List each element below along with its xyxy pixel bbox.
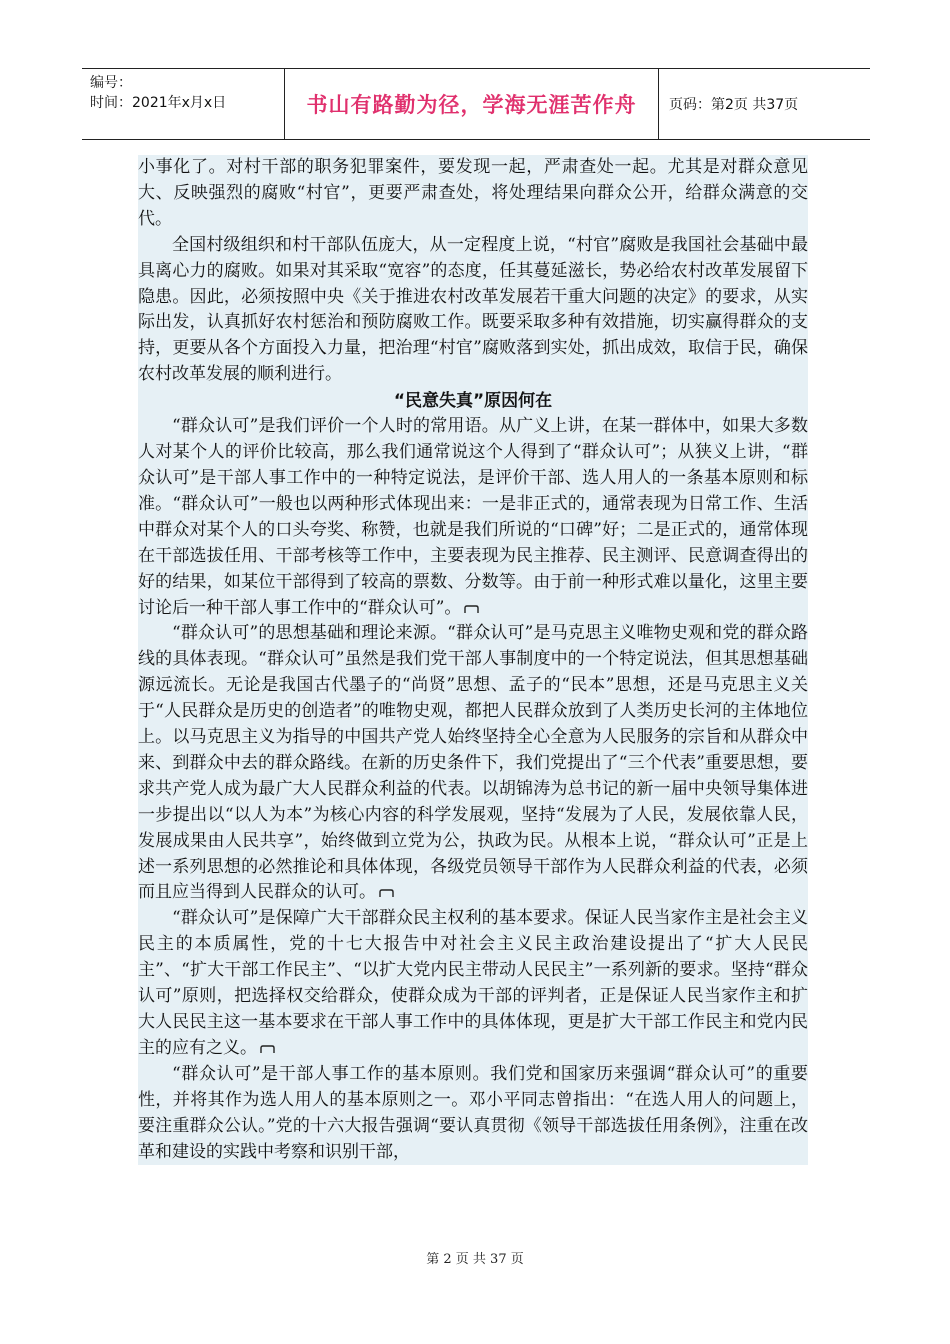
page-header	[82, 68, 870, 140]
paragraph-mark-icon	[379, 889, 394, 898]
header-meta	[82, 69, 285, 139]
paragraph	[138, 414, 808, 621]
paragraph: “群众认可”是干部人事工作的基本原则。我们党和国家历来强调“群众认可”的重要性，并将其作为选人用人的基本原则之一。邓小平同志曾指出：“在选人用人的问题上，要注重群众公认。”党的十六大报告强调“要认真贯彻《领导干部选拔任用条例》，注重在改革和建设的实践中考察和识别干部，	[138, 1063, 808, 1162]
paragraph: 小事化了。对村干部的职务犯罪案件，要发现一起，严肃查处一起。尤其是对群众意见大、反映强烈的腐败“村官”，更要严肃查处，将处理结果向群众公开，给群众满意的交代。	[138, 157, 808, 229]
paragraph-text: “群众认可”的思想基础和理论来源。“群众认可”是马克思主义唯物史观和党的群众路线的具体表现。“群众认可”虽然是我们党干部人事制度中的一个特定说法，但其思想基础源远流长。无论是我国古代墨子的“尚贤”思想、孟子的“民本”思想，还是马克思主义关于“人民群众是历史的创造者”的唯物史观，都把人民群众放到了人类历史长河的主体地位上。以马克思主义为指导的中国共产党人始终坚持全心全意为人民服务的宗旨和从群众中来、到群众中去的群众路线。在新的历史条件下，我们党提出了“三个代表”重要思想，要求共产党人成为最广大人民群众利益的代表。以胡锦涛为总书记的新一届中央领导集体进一步提出以“以人为本”为核心内容的科学发展观，坚持“发展为了人民，发展依靠人民，发展成果由人民共享”，始终做到立党为公，执政为民。从根本上说，“群众认可”正是上述一系列思想的必然推论和具体体现，各级党员领导干部作为人民群众利益的代表，必须而且应当得到人民群众的认可。	[138, 623, 808, 903]
page-footer: 第 2 页 共 37 页	[426, 1252, 524, 1267]
header-motto-cell	[285, 69, 659, 139]
header-page-info: 页码：第2页 共37页	[669, 97, 799, 113]
paragraph	[138, 621, 808, 906]
paragraph-mark-icon	[260, 1045, 275, 1054]
document-time-label: 时间：2021年x月x日	[90, 95, 227, 111]
header-motto: 书山有路勤为径，学海无涯苦作舟	[306, 92, 637, 117]
document-number-label: 编号：	[90, 75, 132, 91]
section-title: “民意失真”原因何在	[393, 391, 553, 412]
paragraph-mark-icon	[464, 605, 479, 614]
paragraph	[138, 906, 808, 1061]
paragraph-text: “群众认可”是保障广大干部群众民主权利的基本要求。保证人民当家作主是社会主义民主的本质属性，党的十七大报告中对社会主义民主政治建设提出了“扩大人民民主”、“扩大干部工作民主”、“以扩大党内民主带动人民民主”一系列新的要求。坚持“群众认可”原则，把选择权交给群众，使群众成为干部的评判者，正是保证人民当家作主和扩大人民民主这一基本要求在干部人事工作中的具体体现，更是扩大干部工作民主和党内民主的应有之义。	[138, 908, 808, 1058]
header-page-cell	[659, 69, 870, 139]
paragraph: 全国村级组织和村干部队伍庞大，从一定程度上说，“村官”腐败是我国社会基础中最具离心力的腐败。如果对其采取“宽容”的态度，任其蔓延滋长，势必给农村改革发展留下隐患。因此，必须按照中央《关于推进农村改革发展若干重大问题的决定》的要求，从实际出发，认真抓好农村惩治和预防腐败工作。既要采取多种有效措施，切实赢得群众的支持，更要从各个方面投入力量，把治理“村官”腐败落到实处，抓出成效，取信于民，确保农村改革发展的顺利进行。	[138, 234, 808, 385]
paragraph-text: “群众认可”是我们评价一个人时的常用语。从广义上讲，在某一群体中，如果大多数人对某个人的评价比较高，那么我们通常说这个人得到了“群众认可”；从狭义上讲，“群众认可”是干部人事工作中的一种特定说法，是评价干部、选人用人的一条基本原则和标准。“群众认可”一般也以两种形式体现出来：一是非正式的，通常表现为日常工作、生活中群众对某个人的口头夸奖、称赞，也就是我们所说的“口碑”好；二是正式的，通常体现在干部选拔任用、干部考核等工作中，主要表现为民主推荐、民主测评、民意调查得出的好的结果，如某位干部得到了较高的票数、分数等。由于前一种形式难以量化，这里主要讨论后一种干部人事工作中的“群众认可”。	[138, 416, 808, 618]
document-body	[138, 155, 808, 1165]
